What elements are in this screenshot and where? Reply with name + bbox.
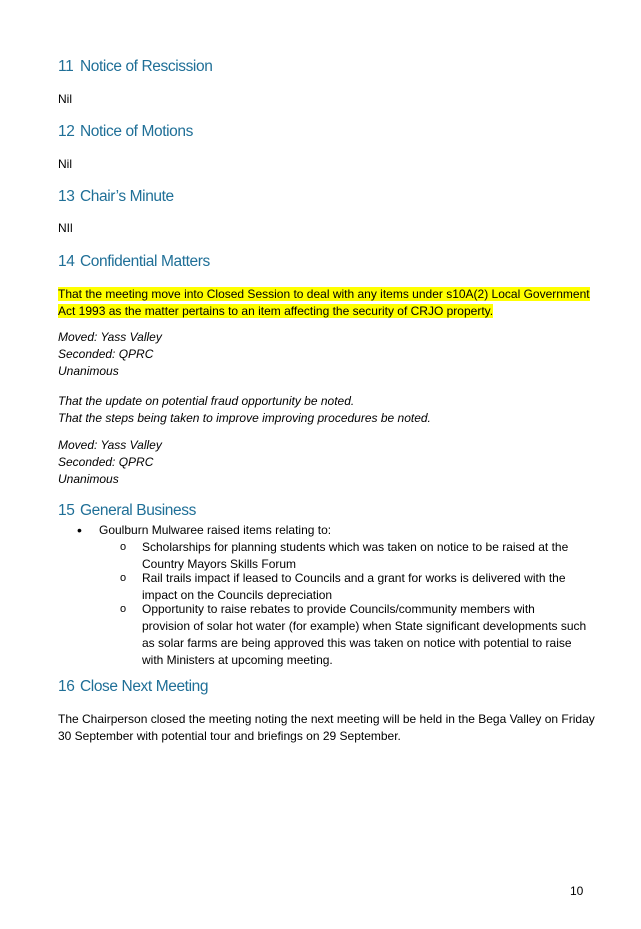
section-number: 16 [58, 678, 75, 695]
section-number: 13 [58, 188, 75, 205]
list-item-line: with Ministers at upcoming meeting. [142, 653, 333, 667]
section-body: NIl [58, 221, 73, 235]
section-body: Nil [58, 92, 72, 106]
list-item-line: as solar farms are being approved this was taken on notice with potential to raise [142, 636, 572, 650]
section-title: Confidential Matters [80, 253, 210, 270]
moved-by: Moved: Yass Valley [58, 330, 162, 344]
heading-general-business [58, 502, 196, 520]
heading-notice-of-motions [58, 123, 193, 141]
list-item-line: Rail trails impact if leased to Councils and a grant for works is delivered with the [142, 571, 566, 585]
moved-by: Moved: Yass Valley [58, 438, 162, 452]
motion-text-line [58, 303, 493, 320]
resolution-line: That the steps being taken to improve improving procedures be noted. [58, 411, 431, 425]
closing-text-line: 30 September with potential tour and briefings on 29 September. [58, 729, 401, 743]
highlighted-text: That the meeting move into Closed Session to deal with any items under s10A(2) Local Government [58, 287, 590, 301]
heading-confidential-matters [58, 253, 210, 271]
section-body: Nil [58, 157, 72, 171]
sub-bullet-icon: o [120, 603, 127, 615]
heading-chairs-minute [58, 188, 174, 206]
section-title: Notice of Motions [80, 123, 193, 140]
vote-result: Unanimous [58, 364, 119, 378]
section-title: Close Next Meeting [80, 678, 209, 695]
sub-bullet-icon: o [120, 572, 127, 584]
heading-close-next-meeting [58, 678, 208, 696]
highlighted-text: Act 1993 as the matter pertains to an item affecting the security of CRJO property. [58, 304, 494, 318]
vote-result: Unanimous [58, 472, 119, 486]
page-number: 10 [570, 884, 584, 898]
section-number: 11 [58, 58, 74, 75]
bullet-icon: • [77, 522, 82, 538]
resolution-line: That the update on potential fraud opportunity be noted. [58, 394, 355, 408]
list-item-line: Scholarships for planning students which was taken on notice to be raised at the [142, 540, 569, 554]
list-item-line: Opportunity to raise rebates to provide Councils/community members with [142, 602, 535, 616]
section-number: 12 [58, 123, 75, 140]
section-title: Chair’s Minute [80, 188, 174, 205]
heading-notice-of-rescission [58, 58, 212, 76]
motion-text-line [58, 286, 590, 303]
list-item-line: Country Mayors Skills Forum [142, 557, 297, 571]
list-item-line: provision of solar hot water (for example) when State significant developments such [142, 619, 587, 633]
section-number: 14 [58, 253, 75, 270]
sub-bullet-icon: o [120, 541, 127, 553]
seconded-by: Seconded: QPRC [58, 455, 154, 469]
section-title: Notice of Rescission [80, 58, 213, 75]
seconded-by: Seconded: QPRC [58, 347, 154, 361]
section-title: General Business [80, 502, 196, 519]
bullet-text: Goulburn Mulwaree raised items relating to: [99, 523, 332, 537]
section-number: 15 [58, 502, 75, 519]
list-item-line: impact on the Councils depreciation [142, 588, 333, 602]
closing-text-line: The Chairperson closed the meeting noting the next meeting will be held in the Bega Valley on Friday [58, 712, 595, 726]
